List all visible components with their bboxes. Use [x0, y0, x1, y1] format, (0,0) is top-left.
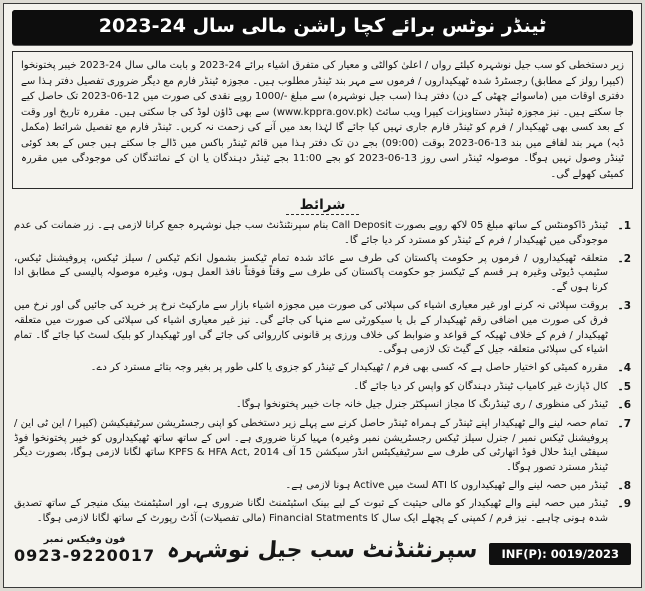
term-text: بروقت سپلائی نہ کرنے اور غیر معیاری اشیاء کی سپلائی کی صورت میں مجوزہ اشیاء بازار سے مارکیٹ نرخ پر خرید کی جائیں گی اور نرخ میں فرق کی صورت میں اضافی رقم ٹھیکیدار کے بل یا سیکورٹی سے منہا کی جائے گی۔ نیز غیر معیاری اشیاء کی سپلائی کی صورت میں متعلقہ ٹھیکیدار / فرم کے خلاف ٹھیکہ کے قواعد و ضوابط کی خلاف ورزی پر قانونی کارروائی کی جائے گی اور ٹھیکیدار کو بلیک لسٹ کیا جائے گا۔ تمام اشیاء کی سپلائی متعلقہ جیل کے گیٹ تک لازمی ہوگی۔	[14, 299, 608, 356]
term-text: ٹینڈر میں حصہ لینے والے ٹھیکیداروں کا ATI لسٹ میں Active ہونا لازمی ہے۔	[285, 479, 608, 491]
term-text: ٹینڈر ڈاکومنٹس کے ساتھ مبلغ 05 لاکھ روپے بصورت Call Deposit بنام سپرنٹنڈنٹ سب جیل نوشہرہ جمع کرانا لازمی ہے۔ زر ضمانت کی عدم موجودگی میں ٹھیکیدار / فرم کے ٹینڈر کو مسترد کر دیا جائے گا۔	[14, 220, 608, 246]
term-row	[14, 398, 631, 414]
notice-footer	[12, 534, 633, 565]
intro-paragraph-box	[12, 51, 633, 189]
term-number: 8۔	[617, 479, 631, 492]
phone-fax-number: 0923-9220017	[14, 546, 156, 566]
phone-fax-label: فون وفیکس نمبر	[43, 534, 126, 546]
term-number: 5۔	[617, 380, 631, 393]
term-text: مقررہ کمیٹی کو اختیار حاصل ہے کہ کسی بھی فرم / ٹھیکیدار کے ٹینڈر کو جزوی یا کلی طور پر بغیر وجہ بتائے مسترد کر دے۔	[90, 362, 608, 374]
term-text: ٹینڈر میں حصہ لینے والے ٹھیکیدار کو مالی حیثیت کے ثبوت کے لیے بینک اسٹیٹمنٹ لگانا ضروری ہے، اور اسٹیٹمنٹ بینک منیجر کے ساتھ تصدیق شدہ ہونی چاہیے۔ نیز فرم / کمپنی کے پچھلے ایک سال کا Financial Statments (مالی تفصیلات) آڈٹ رپورٹ کے ساتھ لگانا لازمی ہوگا۔	[14, 498, 608, 525]
tender-notice-page	[3, 3, 642, 588]
terms-list	[12, 219, 633, 527]
notice-title: ٹینڈر نوٹس برائے کچا راشن مالی سال 24-2023	[98, 15, 547, 37]
term-number: 7۔	[617, 417, 631, 430]
terms-heading: شرائط	[286, 197, 360, 215]
term-number: 6۔	[617, 399, 631, 412]
notice-title-bar	[12, 10, 633, 45]
term-text: متعلقہ ٹھیکیداروں / فرموں پر حکومت پاکستان کی طرف سے عائد شدہ تمام ٹیکسز بشمول انکم ٹیکس / سیلز ٹیکس، پروفیشنل ٹیکس، سٹیمپ ڈیوٹی وغیرہ ہر قسم کے ٹیکسز جو حکومت پاکستان کی طرف سے وقتاً فوقتاً نافذ العمل ہوں، وغیرہ موصولہ پالیسی کے مطابق ادا کرنا ہوں گے۔	[14, 252, 608, 294]
term-row	[14, 252, 631, 296]
term-row	[14, 361, 631, 377]
term-row	[14, 417, 631, 476]
term-row	[14, 299, 631, 358]
term-row	[14, 479, 631, 495]
superintendent-signature: سپرنٹنڈنٹ سب جیل نوشہرہ	[166, 538, 479, 564]
term-text: کال ڈپازٹ غیر کامیاب ٹینڈر دہندگان کو واپس کر دیا جائے گا۔	[353, 380, 608, 392]
term-number: 3۔	[617, 299, 631, 312]
term-text: ٹینڈر کی منظوری / ری ٹینڈرنگ کا مجاز انسپکٹر جنرل جیل خانہ جات خیبر پختونخوا ہوگا۔	[235, 399, 608, 411]
term-text: تمام حصہ لینے والے ٹھیکیدار اپنے ٹینڈر کے ہمراہ ٹینڈر حاصل کرنے سے پہلے زیر دستخطی کو اپنی رجسٹریشن سرٹیفیکیشن (کیپرا / این ٹی این / پروفیشنل ٹیکس نمبر / جنرل سیلز ٹیکس رجسٹریشن نمبر وغیرہ) مہیا کرنا ضروری ہے۔ اس کے ساتھ ساتھ ٹھیکیداروں کو خیبر پختونخوا فوڈ سیفٹی اینڈ حلال فوڈ اتھارٹی کی طرف سے سرٹیفیکیٹس انڈر سیکشن 15 آف KPFS & HFA Act, 2014 ساتھ لگانا لازمی ہوگا، بصورت دیگر ٹینڈر مسترد تصور ہوگا۔	[14, 417, 608, 474]
phone-block	[14, 534, 155, 565]
term-number: 2۔	[617, 252, 631, 265]
term-number: 1۔	[617, 220, 631, 232]
terms-heading-wrap	[12, 194, 633, 215]
term-row	[14, 219, 631, 249]
term-row	[14, 497, 631, 527]
term-number: 4۔	[617, 362, 631, 375]
intro-paragraph: زیر دستخطی کو سب جیل نوشہرہ کیلئے رواں / اعلیٰ کوالٹی و معیار کی متفرق اشیاء برائے 24-2023 و بابت مالی سال 24-2023 خیبر پختونخوا (کیپرا رولز کے مطابق) رجسٹرڈ شدہ ٹھیکیداروں / فرموں سے مہر بند ٹینڈر مطلوب ہیں۔ مجوزہ ٹینڈر فارم مع دیگر ضروری تفصیل دفتر ہذا سے دفتری اوقات میں (ماسوائے چھٹی کے دن) دفتر ہذا (سب جیل نوشہرہ) سے مبلغ -/1000 روپے نقدی کی صورت میں 12-06-2023 تک حاصل کیے جا سکتے ہیں۔ نیز مجوزہ ٹینڈر دستاویزات کیپرا ویب سائٹ (www.kppra.gov.pk) سے بھی ڈاؤن لوڈ کی جا سکتی ہیں۔ مقررہ تاریخ اور وقت کے بعد کسی بھی ٹھیکیدار / فرم کو ٹینڈر فارم جاری نہیں کیا جائے گا لہٰذا بعد میں آنے کی زحمت نہ کریں۔ ٹینڈر فارم مع تفصیل شرائط (مکمل ڈبہ) مہر بند لفافے میں بند 13-06-2023 بوقت (09:00) بجے دن تک دفتر ہذا میں قائم ٹینڈر باکس میں ڈالے جا سکتے ہیں جس کے بعد کوئی ٹینڈر وصول نہیں ہوگا۔ موصولہ ٹینڈر اسی روز 13-06-2023 کو بجے 11:00 بجے ٹینڈر دہندگان یا ان کے نمائندگان کی موجودگی میں مقررہ کمیٹی کھولے گی۔	[21, 60, 624, 180]
term-row	[14, 380, 631, 396]
inf-reference-badge: INF(P): 0019/2023	[489, 543, 631, 565]
term-number: 9۔	[617, 498, 631, 511]
